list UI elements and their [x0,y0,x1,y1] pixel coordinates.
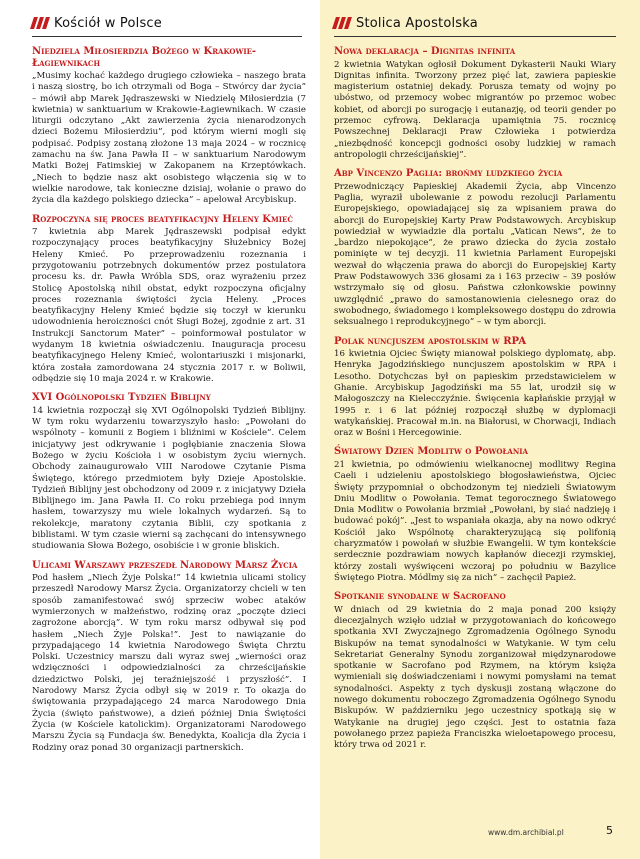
left-section-title: Kościół w Polsce [54,15,162,31]
article-title: XVI Ogólnopolski Tydzień Biblijny [32,392,211,404]
article-nuncio [334,336,616,440]
article-divine-mercy [32,46,306,207]
article-beatification [32,214,306,386]
section-bars-icon [334,17,350,29]
footer-url-link[interactable]: www.dm.archibial.pl [488,828,564,837]
page-number: 5 [606,824,613,837]
right-column [334,46,616,759]
right-header-divider [334,36,616,37]
article-title: Abp Vincenzo Paglia: brońmy ludzkiego życia [334,168,563,180]
article-dignitas-infinita [334,46,616,161]
article-paglia [334,168,616,328]
article-title: Spotkanie synodalne w Sacrofano [334,591,506,603]
article-body: 14 kwietnia rozpoczął się XVI Ogólnopolski Tydzień Biblijny. W tym roku wydarzeniu towarzyszyło hasło: „Powołani do wspólnoty – komunii z Bogiem i bliźnimi w Kościele”. Celem inicjatywy jest odkrywanie i pogłębianie znaczenia Słowa Bożego w życiu Kościoła i w osobistym życiu wiernych. Obchody zainaugurowało VIII Narodowe Czytanie Pisma Świętego, którego przedmiotem były Dzieje Apostolskie. Tydzień Biblijny jest obchodzony od 2009 r. z inicjatywy Dzieła Biblijnego im. Jana Pawła II. Co roku przebiega pod innym hasłem, towarzyszy mu wiele lokalnych wydarzeń. Są to rekolekcje, maratony czytania Biblii, czy spotkania z biblistami. W tym czasie wierni są zachęcani do intensywnego studiowania Słowa Bożego, osobiście i w gronie bliskich. [32,405,306,552]
left-column [32,46,306,761]
article-body: 16 kwietnia Ojciec Święty mianował polskiego dyplomatę, abp. Henryka Jagodzińskiego nuncjuszem apostolskim w RPA i Lesotho. Dotychczas był on papieskim przedstawicielem w Ghanie. Arcybiskup Jagodziński ma 55 lat, urodził się w Małogoszczy na Kielecczyźnie. Święcenia kapłańskie przyjął w 1995 r. i 6 lat później rozpoczął służbę w dyplomacji watykańskiej. Pracował m.in. na Białorusi, w Chorwacji, Indiach oraz w Bośni i Hercegowinie. [334,349,616,439]
right-section-header [334,12,478,34]
article-body: 7 kwietnia abp Marek Jędraszewski podpisał edykt rozpoczynający proces beatyfikacyjny Służebnicy Bożej Heleny Kmieć. Po przeprowadzeniu rozeznania i przygotowaniu potrzebnych dokumentów przez postulatora procesu ks. dr. Pawła Wróbla SDS, oraz wyrażeniu przez Stolicę Apostolską nihil obstat, edykt rozpoczyna oficjalny proces rozeznania świętości życia Heleny. „Proces beatyfikacyjny Heleny Kmieć będzie się toczył w kierunku udowodnienia heroiczności cnót Sługi Bożej, zgodnie z art. 31 Instrukcji Sanctorum Mater” – poinformował postulator w wydanym 18 kwietnia oświadczeniu. Inauguracja procesu beatyfikacyjnego Heleny Kmieć, wolontariuszki i misjonarki, która została zamordowana 24 stycznia 2017 r. w Boliwii, odbędzie się 10 maja 2024 r. w Krakowie. [32,227,306,384]
article-bible-week [32,392,306,552]
article-title: Ulicami Warszawy przeszedł Narodowy Marsz Życia [32,559,298,571]
article-body: Pod hasłem „Niech Żyje Polska!” 14 kwietnia ulicami stolicy przeszedł Narodowy Marsz Życia. Organizatorzy chcieli w ten sposób zamanifestować swój sprzeciw wobec ataków wymierzonych w małżeństwo, rodzinę oraz „poczęte dzieci zagrożone aborcją”. W tym roku marsz odbywał się pod hasłem „Niech Żyje Polska!”. Jest to nawiązanie do przypadającego 14 kwietnia Narodowego Święta Chrztu Polski. Uczestnicy marszu dali wyraz swej „wierności oraz wdzięczności i odpowiedzialności za chrześcijańskie dziedzictwo Polski, jej teraźniejszość i przyszłość”. I Narodowy Marsz Życia odbył się w 2019 r. To okazja do świętowania przypadającego 24 marca Narodowego Dnia Życia (święto państwowe), a dzień później Dnia Świętości Życia (w Kościele katolickim). Organizatorami Narodowego Marszu Życia są Fundacja św. Benedykta, Koalicja dla Życia i Rodziny oraz ponad 30 organizacji partnerskich. [32,573,306,753]
article-synod-sacrofano [334,591,616,751]
article-title: Światowy Dzień Modlitw o Powołania [334,446,528,458]
article-title: Polak nuncjuszem apostolskim w RPA [334,335,527,347]
article-title: Nowa deklaracja – Dignitas infinita [334,46,516,57]
section-bars-icon [32,17,48,29]
article-body: 2 kwietnia Watykan ogłosił Dokument Dykasterii Nauki Wiary Dignitas infinita. Tworzony przez pięć lat, zawiera papieskie magisterium ostatniej dekady. Porusza tematy od wojny po ubóstwo, od przemocy wobec migrantów po przemoc wobec kobiet, od aborcji po surogację i eutanazję, od teorii gender po przemoc cyfrową. Deklaracja upamiętnia 75. rocznicę Powszechnej Deklaracji Praw Człowieka i potwierdza „niezbędność koncepcji godności osoby ludzkiej w ramach antropologii chrześcijańskiej”. [334,59,616,160]
article-march-for-life [32,560,306,754]
article-title: Rozpoczyna się proces beatyfikacyjny Heleny Kmieć [32,213,293,225]
left-section-header [32,12,162,34]
article-vocations-day [334,446,616,584]
article-body: Przewodniczący Papieskiej Akademii Życia, abp Vincenzo Paglia, wyraził ubolewanie z powodu rezolucji Parlamentu Europejskiego, opowiadającej się za wpisaniem prawa do aborcji do Europejskiej Karty Praw Podstawowych. Arcybiskup powiedział w wywiadzie dla portalu „Vatican News”, że to „bardzo niepokojące”, że prawo dziecka do życia zostało pominięte w tej decyzji. 11 kwietnia Parlament Europejski wezwał do włączenia prawa do aborcji do Europejskiej Karty Praw Podstawowych 336 głosami za i 163 przeciw – 39 posłów wstrzymało się od głosu. Państwa członkowskie powinny uwzględnić „prawo do samostanowienia cielesnego oraz do swobodnego, świadomego i kompleksowego dostępu do zdrowia seksualnego i reprodukcyjnego” – w tym aborcji. [334,181,616,328]
article-title: Niedziela Miłosierdzia Bożego w Krakowie-Łagiewnikach [32,46,257,69]
article-body: „Musimy kochać każdego drugiego człowieka – naszego brata i naszą siostrę, bo ich otrzymali od Boga – Stwórcy dar życia” – mówił abp Marek Jędraszewski w Niedzielę Miłosierdzia (7 kwietnia) w sanktuarium w Krakowie-Łagiewnikach. W czasie liturgii odczytano „Akt zawierzenia życia nienarodzonych dzieci Bożemu Miłosierdziu”, pod którym wierni mogli się podpisać. Podpisy zostaną złożone 13 maja 2024 – w rocznicę zamachu na św. Jana Pawła II – w sanktuarium Narodowym Matki Bożej Fatimskiej w Zakopanem na Krzeptówkach. „Niech to będzie nasz akt osobistego włączenia się w to wielkie narodowe, tak konieczne dzisiaj, wołanie o prawo do życia dla każdego polskiego dziecka” – apelował Arcybiskup. [32,71,306,206]
right-section-title: Stolica Apostolska [356,15,478,31]
left-header-divider [32,36,302,37]
article-body: 21 kwietnia, po odmówieniu wielkanocnej modlitwy Regina Caeli i udzieleniu apostolskiego błogosławieństwa, Ojciec Święty przypomniał o obchodzonym tej niedzieli Światowym Dniu Modlitw o Powołania. Temat tegorocznego Światowego Dnia Modlitw o Powołania brzmiał „Powołani, by siać nadzieję i budować pokój”. „Jest to wspaniała okazja, aby na nowo odkryć Kościół jako Wspólnotę charakteryzującą się polifonią charyzmatów i powołań w służbie Ewangelii. W tym kontekście serdecznie pozdrawiam nowych kapłanów diecezji rzymskiej, którzy zostali wyświęceni wczoraj po południu w Bazylice Świętego Piotra. Módlmy się za nich” – zachęcił Papież. [334,459,616,583]
article-body: W dniach od 29 kwietnia do 2 maja ponad 200 księży diecezjalnych wzięło udział w przygotowaniach do końcowego spotkania XVI Zwyczajnego Zgromadzenia Ogólnego Synodu Biskupów na temat synodalności w Watykanie. W tym celu Sekretariat Generalny Synodu zorganizował międzynarodowe spotkanie w Sacrofano pod Rzymem, na którym księża wymieniali się doświadczeniami i nowymi pomysłami na temat synodalności. Aspekty z tych dyskusji zostaną włączone do nowego dokumentu roboczego Zgromadzenia Ogólnego Synodu Biskupów. W październiku jego uczestnicy spotkają się w Watykanie na drugiej jego części. Jest to ostatnia faza powołanego przez papieża Franciszka wieloetapowego procesu, który trwa od 2021 r. [334,604,616,751]
